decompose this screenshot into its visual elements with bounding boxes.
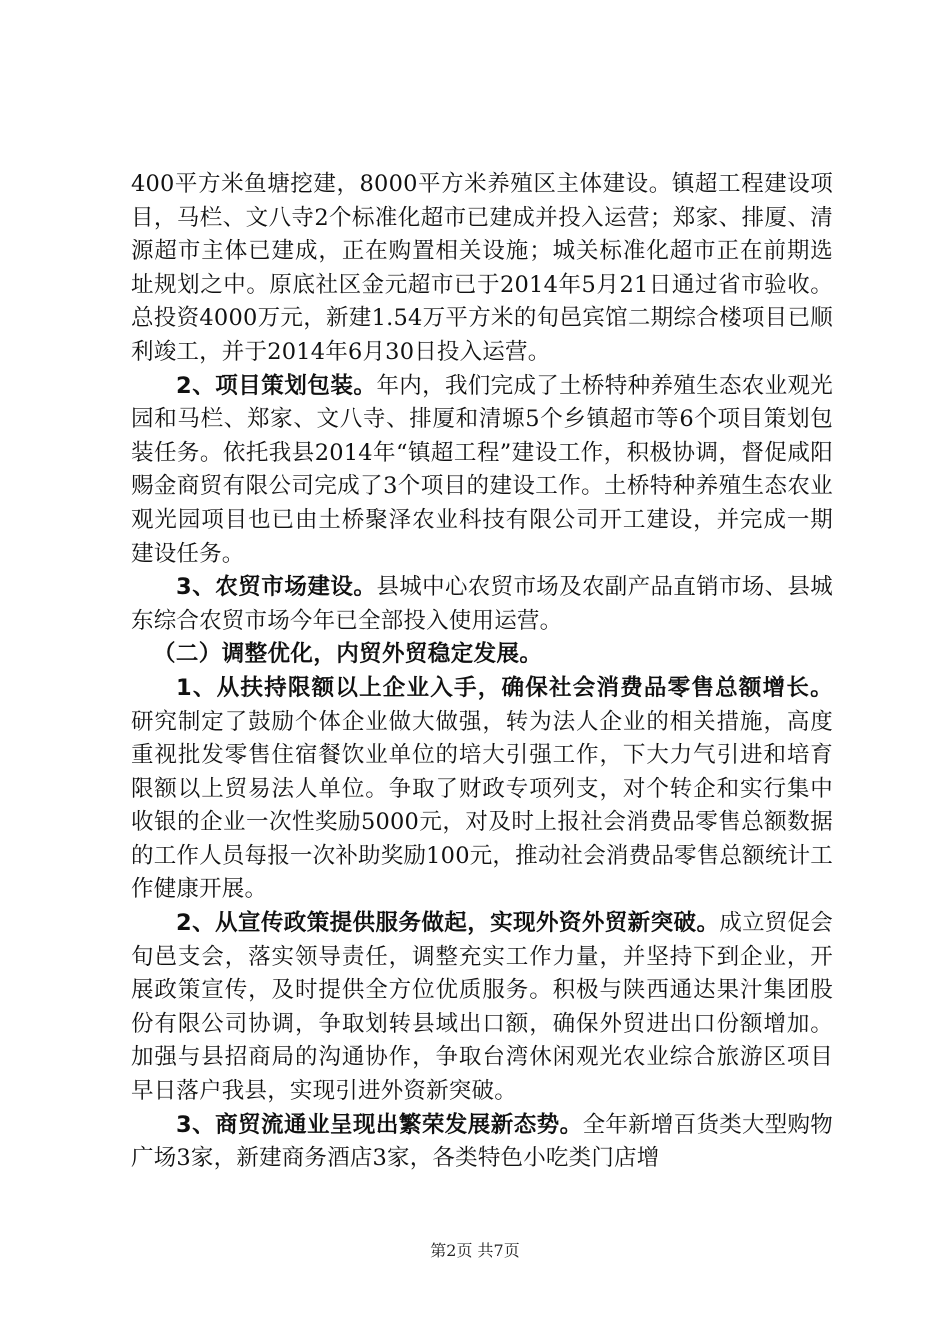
paragraph-lead: 3、商贸流通业呈现出繁荣发展新态势。 [176,1111,583,1138]
paragraph-retail-growth [131,672,833,907]
paragraph-text: 年内，我们完成了土桥特种养殖生态农业观光园和马栏、郑家、文八寺、排厦和清塬5个乡镇超市等6个项目策划包装任务。依托我县2014年“镇超工程”建设工作，积极协调，督促咸阳赐金商贸有限公司完成了3个项目的建设工作。土桥特种养殖生态农业观光园项目也已由土桥聚泽农业科技有限公司开工建设，并完成一期建设任务。 [131,372,833,567]
paragraph-text: 400平方米鱼塘挖建，8000平方米养殖区主体建设。镇超工程建设项目，马栏、文八寺2个标准化超市已建成并投入运营；郑家、排厦、清源超市主体已建成，正在购置相关设施；城关标准化超市正在前期选址规划之中。原底社区金元超市已于2014年5月21日通过省市验收。总投资4000万元，新建1.54万平方米的旬邑宾馆二期综合楼项目已顺利竣工，并于2014年6月30日投入运营。 [131,171,833,365]
paragraph-foreign-trade [131,907,833,1109]
paragraph-project-planning [131,370,833,572]
paragraph-commerce-circulation [131,1109,833,1176]
section-heading-trade [131,638,833,672]
document-body [131,168,833,1176]
paragraph-lead: 2、项目策划包装。 [176,372,377,399]
paragraph-lead: 2、从宣传政策提供服务做起，实现外资外贸新突破。 [176,910,720,937]
paragraph-text: 研究制定了鼓励个体企业做大做强，转为法人企业的相关措施，高度重视批发零售住宿餐饮业单位的培大引强工作，下大力气引进和培育限额以上贸易法人单位。争取了财政专项列支，对个转企和实行集中收银的企业一次性奖励5000元，对及时上报社会消费品零售总额数据的工作人员每报一次补助奖励100元，推动社会消费品零售总额统计工作健康开展。 [131,708,833,903]
paragraph-text: 县城中心农贸市场及农副产品直销市场、县城东综合农贸市场今年已全部投入使用运营。 [131,574,833,634]
paragraph-market-construction [131,571,833,638]
paragraph-project-progress [131,168,833,370]
paragraph-lead: 1、从扶持限额以上企业入手，确保社会消费品零售总额增长。 [176,674,833,701]
paragraph-text: 成立贸促会旬邑支会，落实领导责任，调整充实工作力量，并坚持下到企业，开展政策宣传，及时提供全方位优质服务。积极与陕西通达果汁集团股份有限公司协调，争取划转县域出口额，确保外贸进出口份额增加。加强与县招商局的沟通协作，争取台湾休闲观光农业综合旅游区项目早日落户我县，实现引进外资新突破。 [131,910,833,1105]
paragraph-lead: 3、农贸市场建设。 [176,574,377,601]
page-footer [0,1238,950,1261]
section-heading-text: （二）调整优化，内贸外贸稳定发展。 [153,641,543,668]
paragraph-text: 全年新增百货类大型购物广场3家，新建商务酒店3家，各类特色小吃类门店增 [131,1111,834,1172]
page-number-label: 第2页 共7页 [430,1241,520,1260]
